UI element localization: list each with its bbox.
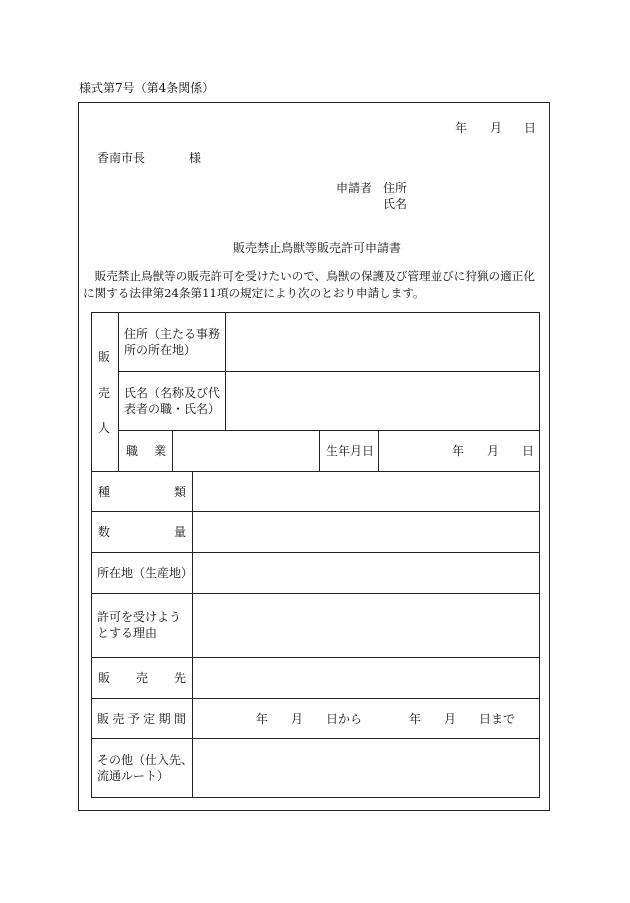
header-year-label: 年: [455, 121, 468, 135]
birth-day-label: 日: [522, 444, 535, 458]
quantity-char-1: 数: [98, 525, 111, 539]
birth-year-label: 年: [452, 444, 465, 458]
location-label: 所在地（生産地）: [97, 566, 194, 580]
reason-label-line1: 許可を受けよう: [97, 610, 182, 624]
header-month-label: 月: [490, 121, 503, 135]
kind-char-1: 種: [98, 485, 111, 499]
seller-name-label-line2: 表者の職・氏名）: [124, 402, 221, 416]
form-number-label: 様式第7号（第4条関係）: [79, 81, 215, 95]
applicant-name-label: 氏名: [383, 197, 408, 211]
kind-char-2: 類: [173, 485, 186, 499]
seller-group-char-3: 人: [98, 421, 111, 435]
seller-address-label-line1: [124, 326, 220, 342]
period-to-month: 月: [444, 712, 457, 726]
quantity-label: [98, 524, 186, 540]
document-title: 販売禁止鳥獣等販売許可申請書: [233, 241, 402, 255]
birth-month-label: 月: [487, 444, 500, 458]
period-from-day: 日から: [326, 712, 363, 726]
seller-address-label-line2: 所の所在地）: [124, 343, 197, 357]
destination-char-1: 販: [98, 671, 111, 685]
applicant-address-label: 住所: [383, 181, 408, 195]
period-to-year: 年: [409, 712, 422, 726]
seller-group-char-2: 売: [98, 386, 111, 400]
kind-label: [98, 484, 186, 500]
other-label-line1: その他（仕入先、: [97, 753, 194, 767]
seller-occupation-label: [126, 443, 166, 459]
reason-label-line2: とする理由: [97, 626, 158, 640]
addressee-honorific: 様: [189, 151, 202, 165]
destination-char-3: 先: [173, 671, 186, 685]
period-to-day: 日まで: [479, 712, 516, 726]
seller-group-char-1: 販: [98, 350, 111, 364]
header-day-label: 日: [524, 121, 537, 135]
destination-label: [98, 670, 186, 686]
intro-line-2: に関する法律第24条第11項の規定により次のとおり申請します。: [83, 286, 425, 300]
seller-name-label-line1: 氏名（名称及び代: [124, 386, 221, 400]
quantity-char-2: 量: [173, 525, 186, 539]
addressee-title: 香南市長: [97, 151, 146, 165]
birthdate-label: 生年月日: [326, 444, 375, 458]
period-label: 販売予定期間: [97, 712, 190, 726]
period-from-month: 月: [291, 712, 304, 726]
occupation-char-1: 職: [126, 444, 139, 458]
occupation-char-2: 業: [153, 444, 166, 458]
applicant-label: 申請者: [336, 181, 373, 195]
seller-address-label-text-1: 住所（主たる事務: [124, 327, 221, 341]
other-label-line2: 流通ルート）: [97, 769, 170, 783]
period-from-year: 年: [256, 712, 269, 726]
destination-char-2: 売: [135, 671, 148, 685]
intro-line-1: 販売禁止鳥獣等の販売許可を受けたいので、鳥獣の保護及び管理並びに狩猟の適正化: [83, 269, 535, 283]
